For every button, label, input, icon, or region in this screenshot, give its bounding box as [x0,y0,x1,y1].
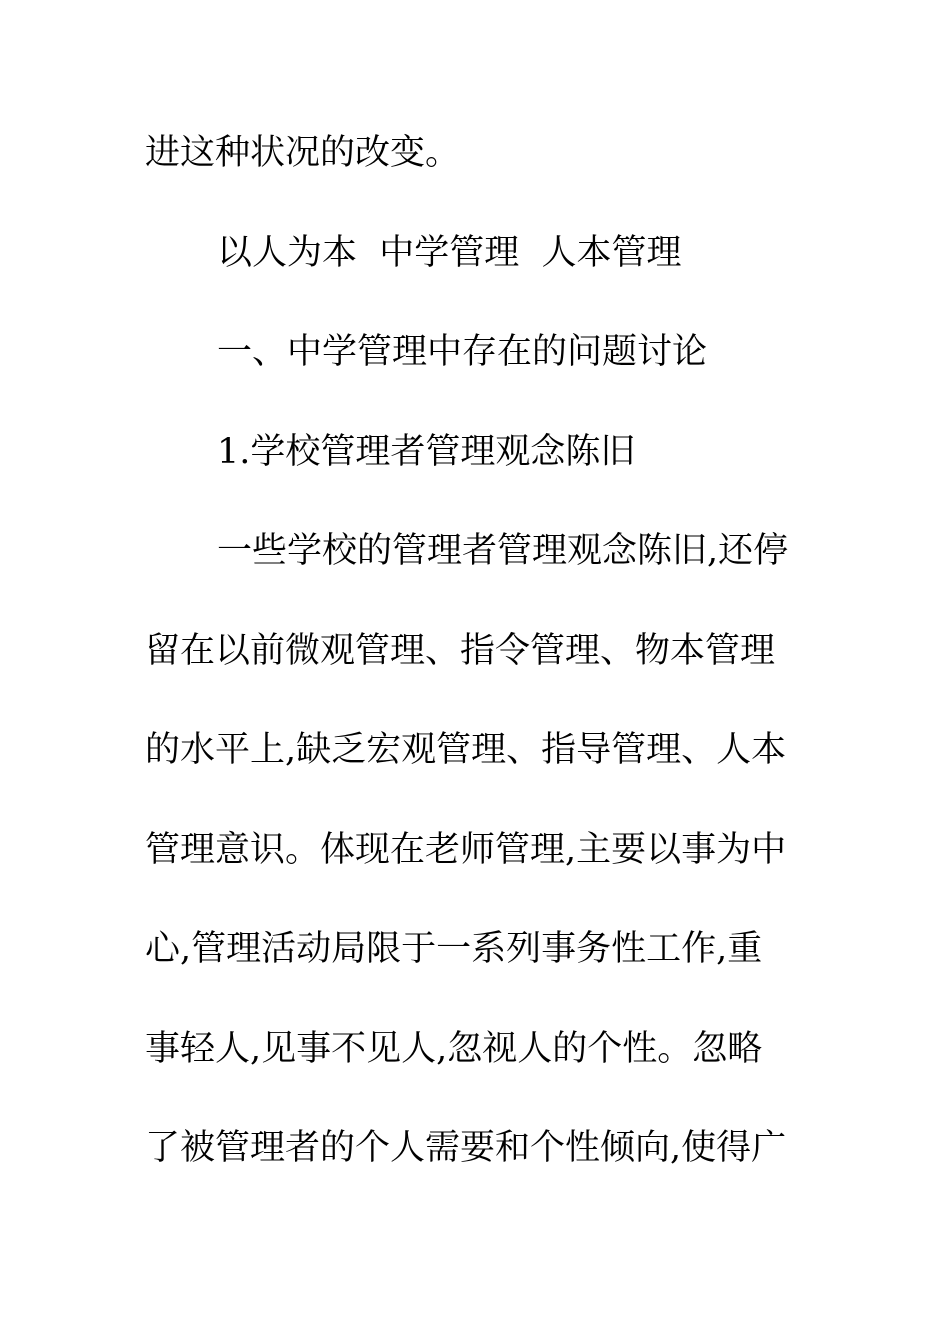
paragraph-line: 事轻人,见事不见人,忽视人的个性。忽略 [145,1028,763,1069]
paragraph-line: 心,管理活动局限于一系列事务性工作,重 [145,929,763,969]
paragraph-line: 留在以前微观管理、指令管理、物本管理 [145,630,776,671]
subsection-heading: 1.学校管理者管理观念陈旧 [217,431,636,472]
paragraph-line: 了被管理者的个人需要和个性倾向,使得广 [145,1128,787,1168]
paragraph-line: 的水平上,缺乏宏观管理、指导管理、人本 [145,730,787,770]
paragraph-line: 管理意识。体现在老师管理,主要以事为中 [145,829,787,870]
keywords-line: 以人为本 中学管理 人本管理 [217,232,682,273]
text-line-continuation: 进这种状况的改变。 [145,133,461,173]
section-heading: 一、中学管理中存在的问题讨论 [217,332,708,372]
paragraph-line: 一些学校的管理者管理观念陈旧,还停 [217,531,789,571]
body-text [145,127,805,1222]
